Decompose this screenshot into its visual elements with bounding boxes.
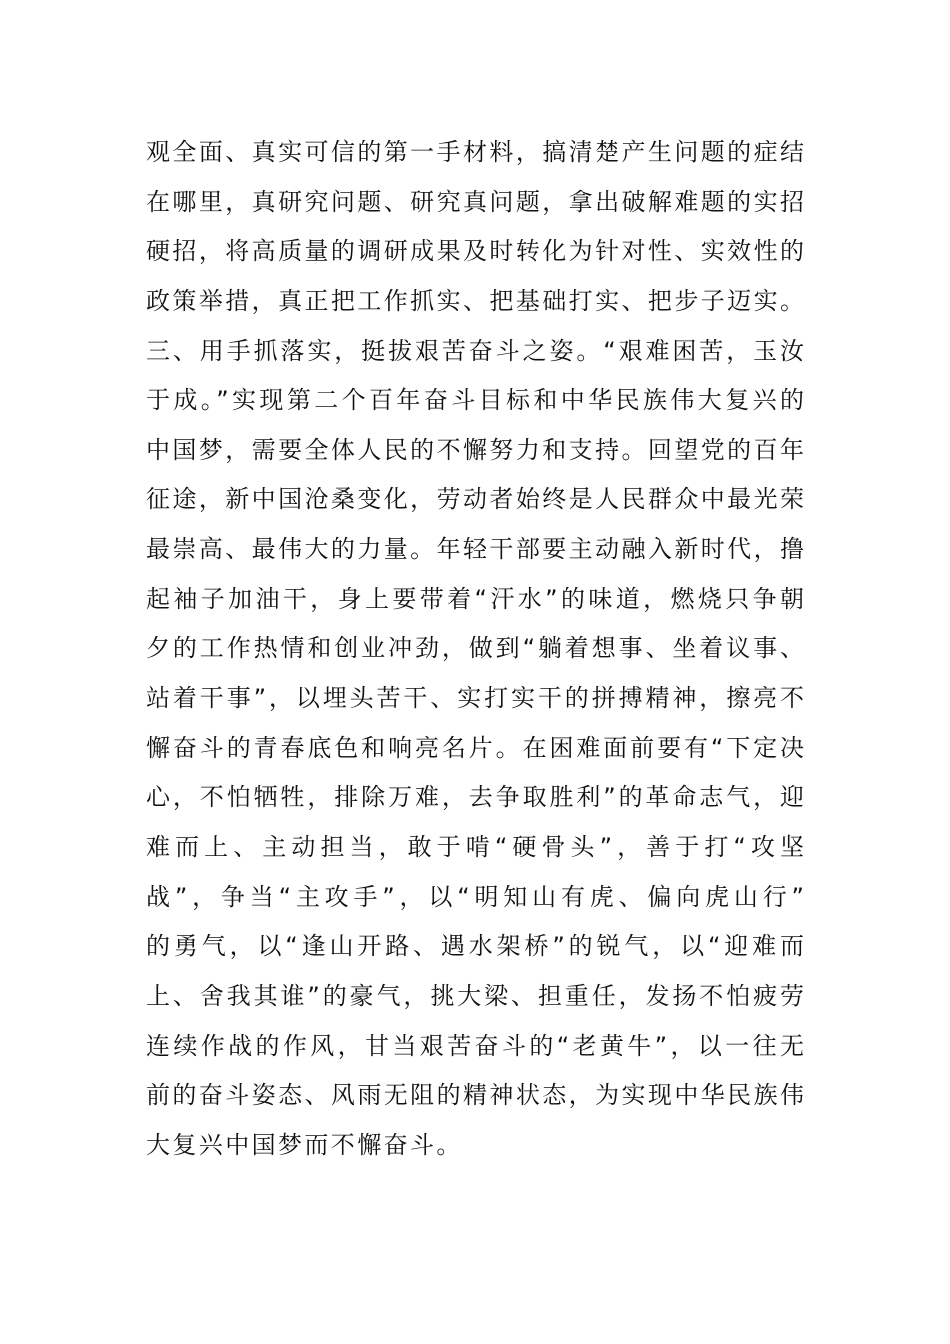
text-line: 在哪里，真研究问题、研究真问题，拿出破解难题的实招 [146, 187, 804, 216]
text-line: 上、舍我其谁”的豪气，挑大梁、担重任，发扬不怕疲劳 [146, 981, 804, 1010]
text-line: 中国梦，需要全体人民的不懈努力和支持。回望党的百年 [146, 435, 804, 464]
text-line: 大复兴中国梦而不懈奋斗。 [146, 1130, 463, 1159]
text-line: 连续作战的作风，甘当艰苦奋斗的“老黄牛”，以一往无 [146, 1031, 804, 1060]
text-line: 最崇高、最伟大的力量。年轻干部要主动融入新时代，撸 [146, 535, 804, 564]
text-line: 观全面、真实可信的第一手材料，搞清楚产生问题的症结 [146, 138, 804, 166]
text-line: 夕的工作热情和创业冲劲，做到“躺着想事、坐着议事、 [146, 634, 804, 663]
text-line: 前的奋斗姿态、风雨无阻的精神状态，为实现中华民族伟 [146, 1081, 804, 1110]
text-line: 于成。”实现第二个百年奋斗目标和中华民族伟大复兴的 [146, 386, 804, 415]
text-line: 征途，新中国沧桑变化，劳动者始终是人民群众中最光荣 [146, 485, 804, 514]
text-line: 战”，争当“主攻手”，以“明知山有虎、偏向虎山行” [146, 882, 804, 911]
text-line: 心，不怕牺牲，排除万难，去争取胜利”的革命志气，迎 [146, 783, 804, 812]
text-line: 的勇气，以“逢山开路、遇水架桥”的锐气，以“迎难而 [146, 932, 804, 961]
text-line: 三、用手抓落实，挺拔艰苦奋斗之姿。“艰难困苦，玉汝 [146, 336, 804, 365]
text-line: 起袖子加油干，身上要带着“汗水”的味道，燃烧只争朝 [146, 584, 804, 613]
text-line: 硬招，将高质量的调研成果及时转化为针对性、实效性的 [146, 237, 804, 266]
text-line: 难而上、主动担当，敢于啃“硬骨头”，善于打“攻坚 [146, 832, 804, 861]
text-line: 懈奋斗的青春底色和响亮名片。在困难面前要有“下定决 [146, 733, 804, 762]
text-line: 政策举措，真正把工作抓实、把基础打实、把步子迈实。 [146, 286, 804, 315]
document-page [146, 128, 804, 1170]
text-line: 站着干事”，以埋头苦干、实打实干的拼搏精神，擦亮不 [146, 684, 804, 713]
